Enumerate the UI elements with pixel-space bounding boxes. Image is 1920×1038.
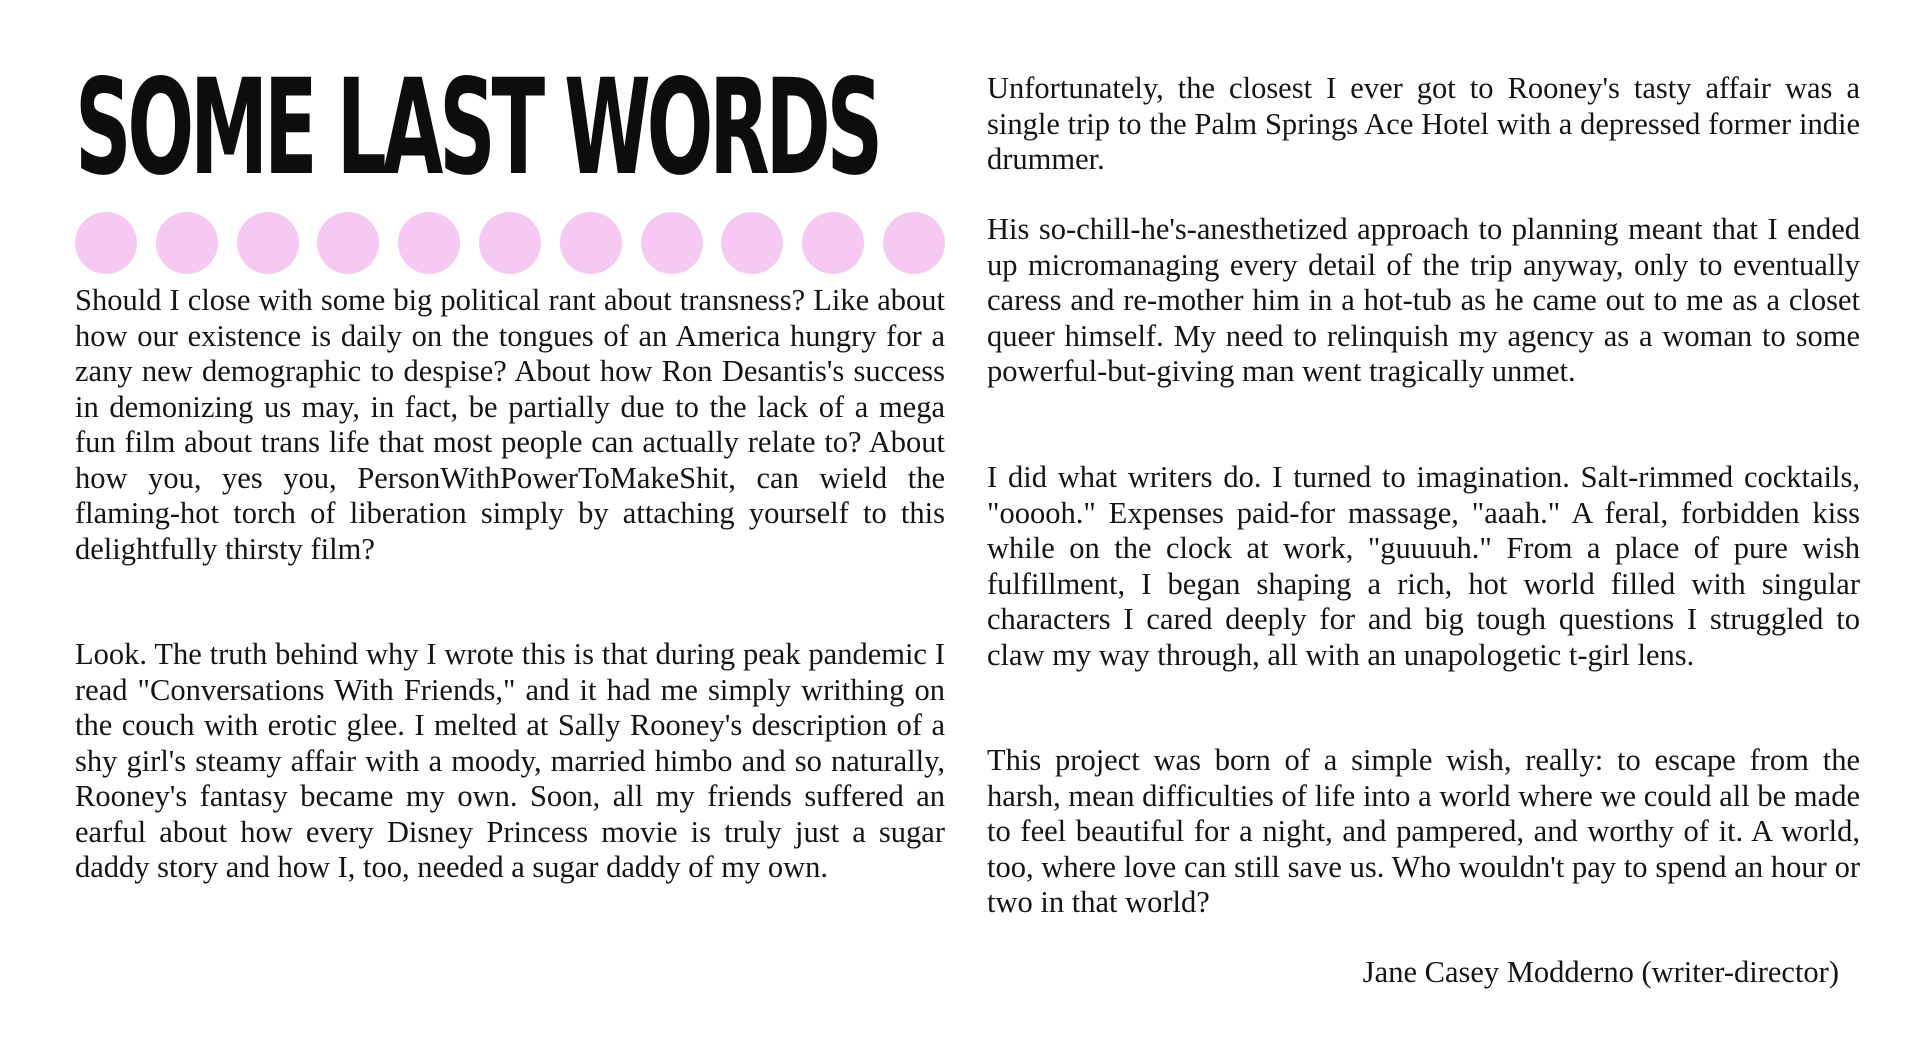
left-paragraph-1: Should I close with some big political rant about transness? Like about how our existence is daily on the tongues of an America hungry for a zany new demographic to despise? About how Ron Desantis's success in demonizing us may, in fact, be partially due to the lack of a mega fun film about trans life that most people can actually relate to? About how you, yes you, PersonWithPowerToMakeShit, can wield the flaming-hot torch of liberation simply by attaching yourself to this delightfully thirsty film? bbox=[75, 283, 945, 566]
right-paragraph-2: His so-chill-he's-anesthetized approach to planning meant that I ended up micromanaging every detail of the trip anyway, only to eventually caress and re-mother him in a hot-tub as he came out to me as a closet queer himself. My need to relinquish my agency as a woman to some powerful-but-giving man went tragically unmet. bbox=[987, 212, 1860, 388]
right-paragraph-4: This project was born of a simple wish, really: to escape from the harsh, mean difficulties of life into a world where we could all be made to feel beautiful for a night, and pampered, and worthy of it. A world, too, where love can still save us. Who wouldn't pay to spend an hour or two in that world? bbox=[987, 743, 1860, 919]
left-paragraph-2: Look. The truth behind why I wrote this is that during peak pandemic I read "Conversations With Friends," and it had me simply writhing on the couch with erotic glee. I melted at Sally Rooney's description of a shy girl's steamy affair with a moody, married himbo and so naturally, Rooney's fantasy became my own. Soon, all my friends suffered an earful about how every Disney Princess movie is truly just a sugar daddy story and how I, too, needed a sugar daddy of my own. bbox=[75, 637, 945, 884]
pink-dot bbox=[721, 212, 783, 274]
pink-dot bbox=[237, 212, 299, 274]
pink-dot bbox=[479, 212, 541, 274]
page-title: SOME LAST WORDS bbox=[75, 51, 879, 205]
right-paragraph-3: I did what writers do. I turned to imagination. Salt-rimmed cocktails, "ooooh." Expenses paid-for massage, "aaah." A feral, forbidden kiss while on the clock at work, "guuuuh." From a place of pure wish fulfillment, I began shaping a rich, hot world filled with singular characters I cared deeply for and big tough questions I struggled to claw my way through, all with an unapologetic t-girl lens. bbox=[987, 460, 1860, 672]
decorative-dot-row bbox=[75, 212, 945, 274]
pink-dot bbox=[883, 212, 945, 274]
pink-dot bbox=[75, 212, 137, 274]
pink-dot bbox=[156, 212, 218, 274]
pink-dot bbox=[641, 212, 703, 274]
pink-dot bbox=[560, 212, 622, 274]
pink-dot bbox=[802, 212, 864, 274]
pink-dot bbox=[398, 212, 460, 274]
author-signature: Jane Casey Modderno (writer-director) bbox=[1362, 955, 1839, 989]
pink-dot bbox=[317, 212, 379, 274]
right-paragraph-1: Unfortunately, the closest I ever got to Rooney's tasty affair was a single trip to the Palm Springs Ace Hotel with a depressed former indie drummer. bbox=[987, 71, 1860, 176]
